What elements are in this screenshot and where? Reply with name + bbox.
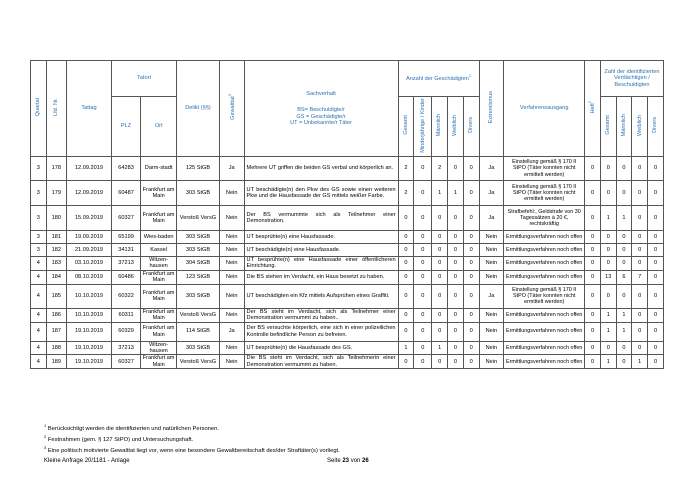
- cell-quartal: 4: [31, 270, 47, 284]
- cell-plz: 60327: [111, 206, 140, 231]
- cell-gesch-gesamt: 0: [398, 355, 414, 369]
- cell-gesch-maennlich: 0: [432, 284, 448, 308]
- cell-gesch-gesamt: 1: [398, 341, 414, 355]
- cell-verd-weiblich: 0: [632, 181, 648, 206]
- cell-verfahrensausgang: Einstellung gemäß § 170 II StPO (Täter konnten nicht ermittelt werden): [504, 157, 585, 181]
- cell-gesch-maennlich: 0: [432, 355, 448, 369]
- cell-gesch-weiblich: 0: [448, 257, 464, 271]
- cell-verfahrensausgang: Ermittlungsverfahren noch offen: [504, 257, 585, 271]
- cell-sachverhalt: Der BS versuchte körperlich, eine sich in einer polizeilichen Kontrolle befindliche Person zu befreien.: [244, 322, 398, 341]
- cell-verd-weiblich: 0: [632, 244, 648, 257]
- cell-verd-gesamt: 0: [600, 231, 616, 244]
- table-row: [31, 206, 664, 231]
- cell-extremismus: Nein: [479, 355, 504, 369]
- table-row: [31, 257, 664, 271]
- cell-verd-divers: 0: [648, 181, 664, 206]
- cell-verd-weiblich: 0: [632, 341, 648, 355]
- cell-gesch-minderjaehrige: 0: [414, 244, 432, 257]
- cell-extremismus: Nein: [479, 322, 504, 341]
- footnote-2: $^2$ Festnahmen (gem. § 127 StPO) und Untersuchungshaft.: [44, 433, 194, 443]
- cell-ort: Witzen-hausen: [141, 341, 177, 355]
- cell-sachverhalt: UT beschädigte(n) eine Hausfassade.: [244, 244, 398, 257]
- col-tatort: Tatort: [111, 61, 176, 97]
- col-gesch-minderjaehrige: Minderjährige / Kinder: [414, 97, 432, 157]
- cell-plz: 60327: [111, 355, 140, 369]
- footnote-3: $^3$ Eine politisch motivierte Gewalttat liegt vor, wenn eine besondere Gewaltbereitschaft des/der Straftäter(s) vorliegt.: [44, 444, 340, 454]
- cell-sachverhalt: UT beschädigte(n) den Pkw des GS sowie einen weiteren Pkw und die Hausfassade der GS mittels weißer Farbe.: [244, 181, 398, 206]
- cell-verd-maennlich: 0: [616, 355, 632, 369]
- cell-verd-gesamt: 13: [600, 270, 616, 284]
- cell-verfahrensausgang: Strafbefehl:, Geldstrafe von 30 Tagessätzen à 20 €, rechtskräftig: [504, 206, 585, 231]
- cell-verfahrensausgang: Einstellung gemäß § 170 II StPO (Täter konnten nicht ermittelt werden): [504, 181, 585, 206]
- cell-ort: Frankfurt am Main: [141, 270, 177, 284]
- cell-tattag: 19.09.2019: [66, 231, 111, 244]
- cell-gesch-divers: 0: [463, 308, 479, 322]
- sachverhalt-legend: BS= Beschuldigte/r GS = Geschädigte/r UT = Unbekannte/r Täter: [290, 107, 352, 126]
- cell-plz: 34131: [111, 244, 140, 257]
- cell-lfd-nr: 182: [46, 244, 66, 257]
- cell-quartal: 3: [31, 181, 47, 206]
- cell-verd-gesamt: 0: [600, 181, 616, 206]
- cell-verd-maennlich: 0: [616, 341, 632, 355]
- cell-quartal: 4: [31, 308, 47, 322]
- footer-page-number: Seite 23 von 26: [327, 458, 369, 464]
- cell-verd-divers: 0: [648, 231, 664, 244]
- cell-gewalttat: Nein: [219, 341, 244, 355]
- cell-haft: 0: [585, 322, 601, 341]
- cell-lfd-nr: 180: [46, 206, 66, 231]
- cell-gesch-minderjaehrige: 0: [414, 355, 432, 369]
- cell-gesch-divers: 0: [463, 157, 479, 181]
- cell-verfahrensausgang: Ermittlungsverfahren noch offen: [504, 231, 585, 244]
- table-body: [31, 157, 664, 369]
- col-verfahrensausgang: Verfahrensausgang: [504, 61, 585, 157]
- cell-verd-maennlich: 1: [616, 322, 632, 341]
- cell-gesch-maennlich: 0: [432, 308, 448, 322]
- cell-ort: Frankfurt am Main: [141, 308, 177, 322]
- col-extremismus: Extremismus: [479, 61, 504, 157]
- cell-delikt: 304 StGB: [177, 257, 220, 271]
- table-row: [31, 284, 664, 308]
- cell-gesch-maennlich: 1: [432, 341, 448, 355]
- cell-verd-weiblich: 0: [632, 308, 648, 322]
- cell-plz: 64283: [111, 157, 140, 181]
- cell-verfahrensausgang: Einstellung gemäß § 170 II StPO (Täter konnten nicht ermittelt werden): [504, 284, 585, 308]
- cell-gesch-maennlich: 1: [432, 181, 448, 206]
- cell-gesch-minderjaehrige: 0: [414, 284, 432, 308]
- footer-document-reference: Kleine Anfrage 20/1181 - Anlage: [44, 458, 130, 464]
- cell-verd-weiblich: 1: [632, 355, 648, 369]
- cell-gesch-gesamt: 2: [398, 157, 414, 181]
- cell-gesch-divers: 0: [463, 355, 479, 369]
- col-haft: Haft$^2$: [585, 61, 601, 157]
- cell-ort: Frankfurt am Main: [141, 355, 177, 369]
- cell-verd-gesamt: 1: [600, 355, 616, 369]
- cell-verd-divers: 0: [648, 322, 664, 341]
- cell-plz: 60487: [111, 181, 140, 206]
- cell-gesch-maennlich: 0: [432, 257, 448, 271]
- cell-verd-divers: 0: [648, 206, 664, 231]
- col-verd-weiblich: Weiblich: [632, 97, 648, 157]
- cell-sachverhalt: UT besprühte(n) die Hausfassade des GS.: [244, 341, 398, 355]
- col-gesch-weiblich: Weiblich: [448, 97, 464, 157]
- cell-quartal: 4: [31, 355, 47, 369]
- cell-quartal: 4: [31, 284, 47, 308]
- cell-delikt: 303 StGB: [177, 181, 220, 206]
- cell-tattag: 12.09.2019: [66, 181, 111, 206]
- cell-verd-maennlich: 1: [616, 206, 632, 231]
- col-delikt: Delikt (§§): [177, 61, 220, 157]
- cell-verd-divers: 0: [648, 270, 664, 284]
- cell-tattag: 19.10.2019: [66, 322, 111, 341]
- cell-verfahrensausgang: Ermittlungsverfahren noch offen: [504, 355, 585, 369]
- cell-gesch-weiblich: 0: [448, 244, 464, 257]
- cell-extremismus: Nein: [479, 308, 504, 322]
- cell-gesch-minderjaehrige: 0: [414, 231, 432, 244]
- col-verd-gesamt: Gesamt: [600, 97, 616, 157]
- cell-lfd-nr: 178: [46, 157, 66, 181]
- cell-delikt: Verstoß VersG: [177, 308, 220, 322]
- cell-gesch-maennlich: 0: [432, 322, 448, 341]
- cell-verd-maennlich: 0: [616, 231, 632, 244]
- cell-plz: 37213: [111, 341, 140, 355]
- cell-sachverhalt: UT beschädigten ein Kfz mittels Aufsprühen eines Graffiti.: [244, 284, 398, 308]
- cell-gesch-divers: 0: [463, 270, 479, 284]
- cell-gesch-weiblich: 0: [448, 231, 464, 244]
- cell-verd-divers: 0: [648, 308, 664, 322]
- cell-delikt: 303 StGB: [177, 244, 220, 257]
- cell-plz: 65199: [111, 231, 140, 244]
- cell-haft: 0: [585, 270, 601, 284]
- cell-extremismus: Ja: [479, 181, 504, 206]
- cell-gesch-gesamt: 0: [398, 270, 414, 284]
- cell-gesch-weiblich: 0: [448, 308, 464, 322]
- cell-gewalttat: Ja: [219, 157, 244, 181]
- cell-gewalttat: Nein: [219, 206, 244, 231]
- col-verd-maennlich: Männlich: [616, 97, 632, 157]
- cell-verfahrensausgang: Ermittlungsverfahren noch offen: [504, 322, 585, 341]
- cell-ort: Frankfurt am Main: [141, 206, 177, 231]
- cell-ort: Frankfurt am Main: [141, 284, 177, 308]
- cell-gesch-divers: 0: [463, 257, 479, 271]
- cell-lfd-nr: 188: [46, 341, 66, 355]
- cell-verd-divers: 0: [648, 355, 664, 369]
- cell-delikt: 303 StGB: [177, 341, 220, 355]
- cell-verd-weiblich: 0: [632, 231, 648, 244]
- cell-gesch-maennlich: 2: [432, 157, 448, 181]
- cell-delikt: 114 StGB: [177, 322, 220, 341]
- cell-gesch-weiblich: 0: [448, 322, 464, 341]
- cell-ort: Frankfurt am Main: [141, 322, 177, 341]
- cell-verd-maennlich: 0: [616, 284, 632, 308]
- cell-verd-divers: 0: [648, 244, 664, 257]
- table-row: [31, 322, 664, 341]
- col-gesch-gesamt: Gesamt: [398, 97, 414, 157]
- cell-tattag: 21.09.2019: [66, 244, 111, 257]
- cell-gewalttat: Nein: [219, 231, 244, 244]
- cell-extremismus: Nein: [479, 244, 504, 257]
- cell-lfd-nr: 185: [46, 284, 66, 308]
- cell-quartal: 3: [31, 231, 47, 244]
- cell-verd-gesamt: 0: [600, 244, 616, 257]
- cell-lfd-nr: 187: [46, 322, 66, 341]
- col-quartal: Quartal: [31, 61, 47, 157]
- cell-verd-gesamt: 0: [600, 341, 616, 355]
- cell-gesch-weiblich: 0: [448, 270, 464, 284]
- cell-quartal: 4: [31, 257, 47, 271]
- footnotes: [44, 422, 340, 455]
- cell-verd-maennlich: 0: [616, 157, 632, 181]
- cell-gesch-gesamt: 0: [398, 244, 414, 257]
- cell-verd-weiblich: 7: [632, 270, 648, 284]
- col-gesch-maennlich: Männlich: [432, 97, 448, 157]
- cell-verd-gesamt: 0: [600, 257, 616, 271]
- cell-haft: 0: [585, 157, 601, 181]
- cell-sachverhalt: Die BS stehen im Verdacht, ein Haus besetzt zu haben.: [244, 270, 398, 284]
- cell-gesch-maennlich: 0: [432, 231, 448, 244]
- cell-tattag: 03.10.2019: [66, 257, 111, 271]
- table-row: [31, 355, 664, 369]
- cell-gesch-gesamt: 0: [398, 308, 414, 322]
- cell-gewalttat: Nein: [219, 284, 244, 308]
- cell-plz: 60311: [111, 308, 140, 322]
- cell-gesch-gesamt: 0: [398, 257, 414, 271]
- cell-haft: 0: [585, 206, 601, 231]
- cell-lfd-nr: 181: [46, 231, 66, 244]
- cell-gesch-divers: 0: [463, 206, 479, 231]
- cell-extremismus: Ja: [479, 206, 504, 231]
- col-tattag: Tattag: [66, 61, 111, 157]
- cell-haft: 0: [585, 341, 601, 355]
- cell-tattag: 08.10.2019: [66, 270, 111, 284]
- col-gewalttat: Gewalttat$^3$: [219, 61, 244, 157]
- cell-verd-divers: 0: [648, 341, 664, 355]
- cell-verd-maennlich: 1: [616, 308, 632, 322]
- cell-delikt: 303 StGB: [177, 284, 220, 308]
- cell-verd-maennlich: 6: [616, 270, 632, 284]
- table-row: [31, 270, 664, 284]
- cell-verd-gesamt: 1: [600, 322, 616, 341]
- cell-gesch-gesamt: 0: [398, 322, 414, 341]
- cell-haft: 0: [585, 257, 601, 271]
- cell-lfd-nr: 179: [46, 181, 66, 206]
- cell-gesch-weiblich: 1: [448, 181, 464, 206]
- col-group-verdaechtige: Zahl der identifizierten Verdächtigen / Beschuldigten: [600, 61, 663, 97]
- cell-ort: Wies-baden: [141, 231, 177, 244]
- col-group-geschaedigte: Anzahl der Geschädigten$^1$: [398, 61, 479, 97]
- cell-extremismus: Ja: [479, 284, 504, 308]
- cell-extremismus: Nein: [479, 231, 504, 244]
- cell-gesch-divers: 0: [463, 341, 479, 355]
- cell-haft: 0: [585, 231, 601, 244]
- cell-tattag: 10.10.2019: [66, 308, 111, 322]
- cell-gesch-minderjaehrige: 0: [414, 257, 432, 271]
- cell-gesch-gesamt: 0: [398, 231, 414, 244]
- cell-quartal: 3: [31, 206, 47, 231]
- cell-gewalttat: Nein: [219, 355, 244, 369]
- col-lfd-nr: Lfd. Nr.: [46, 61, 66, 157]
- cell-gesch-weiblich: 0: [448, 157, 464, 181]
- cell-plz: 60322: [111, 284, 140, 308]
- cell-verd-divers: 0: [648, 157, 664, 181]
- cell-verd-weiblich: 0: [632, 257, 648, 271]
- table-header: [31, 61, 664, 157]
- cell-quartal: 4: [31, 341, 47, 355]
- cell-gesch-minderjaehrige: 0: [414, 181, 432, 206]
- cell-haft: 0: [585, 308, 601, 322]
- cell-extremismus: Nein: [479, 341, 504, 355]
- cell-gesch-minderjaehrige: 0: [414, 206, 432, 231]
- cell-verd-gesamt: 1: [600, 206, 616, 231]
- table-row: [31, 341, 664, 355]
- cell-ort: Darm-stadt: [141, 157, 177, 181]
- cell-gesch-minderjaehrige: 0: [414, 308, 432, 322]
- cell-verd-weiblich: 0: [632, 206, 648, 231]
- cell-extremismus: Nein: [479, 270, 504, 284]
- cell-delikt: Verstoß VersG: [177, 206, 220, 231]
- table-row: [31, 244, 664, 257]
- cell-gewalttat: Nein: [219, 181, 244, 206]
- cell-haft: 0: [585, 284, 601, 308]
- footnote-1: $^1$ Berücksichtigt werden die identifizierten und natürlichen Personen.: [44, 423, 219, 432]
- cell-tattag: 10.10.2019: [66, 284, 111, 308]
- cell-sachverhalt: UT besprühte(n) eine Hausfassade.: [244, 231, 398, 244]
- cell-gesch-divers: 0: [463, 284, 479, 308]
- incident-table: [30, 60, 664, 369]
- cell-verfahrensausgang: Ermittlungsverfahren noch offen: [504, 308, 585, 322]
- cell-gesch-divers: 0: [463, 181, 479, 206]
- cell-gesch-minderjaehrige: 0: [414, 270, 432, 284]
- col-ort: Ort: [141, 97, 177, 157]
- cell-tattag: 19.10.2019: [66, 355, 111, 369]
- cell-ort: Witzen-hausen: [141, 257, 177, 271]
- cell-verd-weiblich: 0: [632, 157, 648, 181]
- table-row: [31, 231, 664, 244]
- cell-sachverhalt: Mehrere UT griffen die beiden GS verbal und körperlich an.: [244, 157, 398, 181]
- cell-lfd-nr: 189: [46, 355, 66, 369]
- cell-gewalttat: Nein: [219, 257, 244, 271]
- cell-gesch-divers: 0: [463, 322, 479, 341]
- cell-tattag: 19.10.2019: [66, 341, 111, 355]
- table-row: [31, 181, 664, 206]
- cell-gewalttat: Ja: [219, 322, 244, 341]
- cell-verd-divers: 0: [648, 284, 664, 308]
- cell-verd-gesamt: 1: [600, 308, 616, 322]
- cell-haft: 0: [585, 355, 601, 369]
- cell-lfd-nr: 184: [46, 270, 66, 284]
- cell-verd-weiblich: 0: [632, 284, 648, 308]
- cell-tattag: 12.09.2019: [66, 157, 111, 181]
- cell-sachverhalt: Der BS vermummte sich als Teilnehmer einer Demonstration.: [244, 206, 398, 231]
- cell-gesch-minderjaehrige: 0: [414, 341, 432, 355]
- cell-verd-weiblich: 0: [632, 322, 648, 341]
- cell-tattag: 15.09.2019: [66, 206, 111, 231]
- cell-extremismus: Nein: [479, 257, 504, 271]
- cell-verd-gesamt: 0: [600, 157, 616, 181]
- cell-verd-divers: 0: [648, 257, 664, 271]
- cell-verd-gesamt: 0: [600, 284, 616, 308]
- cell-ort: Kassel: [141, 244, 177, 257]
- cell-ort: Frankfurt am Main: [141, 181, 177, 206]
- cell-gesch-minderjaehrige: 0: [414, 157, 432, 181]
- cell-sachverhalt: Der BS steht im Verdacht, sich als Teilnehmer einer Demonstration vermummt zu haben..: [244, 308, 398, 322]
- cell-gesch-maennlich: 0: [432, 244, 448, 257]
- cell-gesch-weiblich: 0: [448, 284, 464, 308]
- cell-plz: 60486: [111, 270, 140, 284]
- cell-gewalttat: Nein: [219, 308, 244, 322]
- cell-gewalttat: Nein: [219, 244, 244, 257]
- cell-verfahrensausgang: Ermittlungsverfahren noch offen: [504, 244, 585, 257]
- cell-lfd-nr: 186: [46, 308, 66, 322]
- cell-gesch-gesamt: 0: [398, 206, 414, 231]
- table-row: [31, 157, 664, 181]
- col-plz: PLZ: [111, 97, 140, 157]
- table-row: [31, 308, 664, 322]
- cell-lfd-nr: 183: [46, 257, 66, 271]
- cell-delikt: Verstoß VersG: [177, 355, 220, 369]
- cell-sachverhalt: UT besprühte(n) eine Hausfassade einer öffentlicheren Einrichtung.: [244, 257, 398, 271]
- col-verd-divers: Divers: [648, 97, 664, 157]
- cell-gesch-gesamt: 0: [398, 284, 414, 308]
- cell-verd-maennlich: 0: [616, 181, 632, 206]
- cell-gesch-gesamt: 2: [398, 181, 414, 206]
- cell-gesch-maennlich: 0: [432, 270, 448, 284]
- cell-gesch-divers: 0: [463, 244, 479, 257]
- cell-verd-maennlich: 0: [616, 257, 632, 271]
- cell-extremismus: Ja: [479, 157, 504, 181]
- cell-verd-maennlich: 0: [616, 244, 632, 257]
- cell-delikt: 123 StGB: [177, 270, 220, 284]
- cell-delikt: 303 StGB: [177, 231, 220, 244]
- col-gesch-divers: Divers: [463, 97, 479, 157]
- cell-verfahrensausgang: Ermittlungsverfahren noch offen: [504, 270, 585, 284]
- col-sachverhalt: Sachverhalt BS= Beschuldigte/r GS = Geschädigte/r UT = Unbekannte/r Täter: [244, 61, 398, 157]
- cell-sachverhalt: Die BS steht im Verdacht, sich als Teilnehmerin einer Demonstration vermummt zu haben.: [244, 355, 398, 369]
- cell-gesch-divers: 0: [463, 231, 479, 244]
- cell-gesch-maennlich: 0: [432, 206, 448, 231]
- cell-gesch-weiblich: 0: [448, 355, 464, 369]
- cell-verfahrensausgang: Ermittlungsverfahren noch offen: [504, 341, 585, 355]
- cell-plz: 60329: [111, 322, 140, 341]
- cell-gesch-minderjaehrige: 0: [414, 322, 432, 341]
- cell-gesch-weiblich: 0: [448, 341, 464, 355]
- cell-delikt: 125 StGB: [177, 157, 220, 181]
- cell-quartal: 4: [31, 322, 47, 341]
- cell-quartal: 3: [31, 157, 47, 181]
- cell-haft: 0: [585, 181, 601, 206]
- cell-quartal: 3: [31, 244, 47, 257]
- cell-gewalttat: Nein: [219, 270, 244, 284]
- cell-gesch-weiblich: 0: [448, 206, 464, 231]
- cell-haft: 0: [585, 244, 601, 257]
- cell-plz: 37213: [111, 257, 140, 271]
